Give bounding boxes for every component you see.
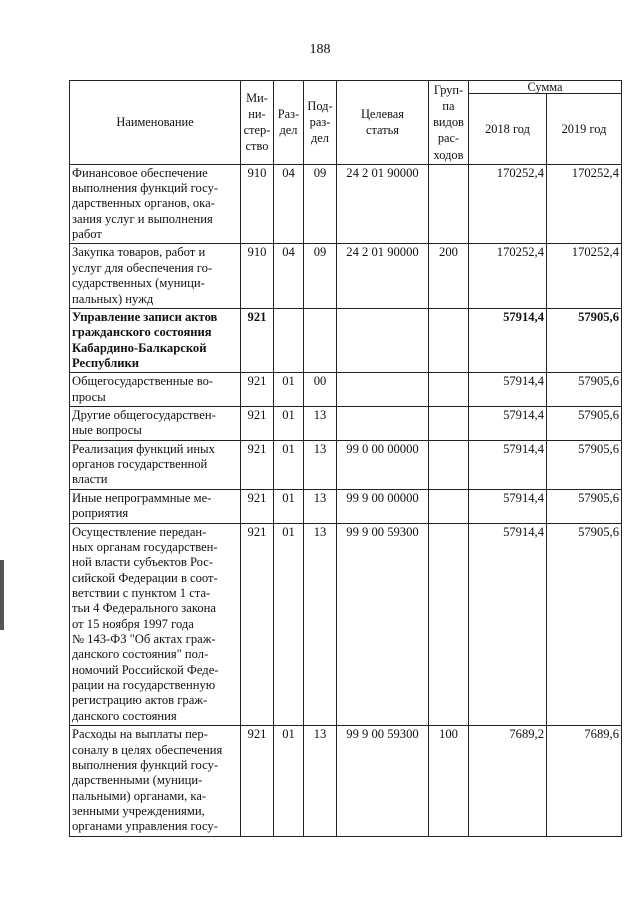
cell-sum-2018: 170252,4 [469, 164, 547, 244]
cell-sum-2019: 57905,6 [547, 407, 622, 441]
cell-section: 01 [274, 523, 304, 726]
cell-name: Закупка товаров, работ и услуг для обеспечения го- сударственных (муници- пальных) нужд [70, 244, 241, 308]
cell-group [429, 489, 469, 523]
budget-table [69, 80, 622, 837]
cell-ministry: 921 [241, 489, 274, 523]
cell-sum-2018: 57914,4 [469, 523, 547, 726]
header-section: Раз- дел [274, 81, 304, 165]
cell-sum-2019: 170252,4 [547, 244, 622, 308]
cell-subsection: 13 [304, 489, 337, 523]
cell-ministry: 910 [241, 164, 274, 244]
cell-section: 01 [274, 489, 304, 523]
cell-group [429, 523, 469, 726]
header-year-2018: 2018 год [469, 94, 547, 164]
header-name: Наименование [70, 81, 241, 165]
cell-target: 99 0 00 00000 [337, 440, 429, 489]
cell-target: 24 2 01 90000 [337, 164, 429, 244]
header-target: Целевая статья [337, 81, 429, 165]
cell-subsection: 09 [304, 244, 337, 308]
cell-section: 01 [274, 440, 304, 489]
cell-target [337, 407, 429, 441]
cell-sum-2018: 57914,4 [469, 440, 547, 489]
cell-group [429, 373, 469, 407]
cell-sum-2019: 57905,6 [547, 308, 622, 372]
cell-subsection: 00 [304, 373, 337, 407]
cell-sum-2019: 7689,6 [547, 726, 622, 837]
cell-section: 01 [274, 373, 304, 407]
cell-section: 01 [274, 407, 304, 441]
cell-name: Управление записи актов гражданского состояния Кабардино-Балкарской Республики [70, 308, 241, 372]
table-row [70, 407, 622, 441]
margin-mark [0, 560, 4, 630]
header-subsection: Под- раз- дел [304, 81, 337, 165]
cell-ministry: 921 [241, 440, 274, 489]
cell-ministry: 921 [241, 373, 274, 407]
table-row [70, 523, 622, 726]
cell-group: 200 [429, 244, 469, 308]
cell-subsection: 13 [304, 523, 337, 726]
cell-section: 01 [274, 726, 304, 837]
header-row [70, 81, 622, 94]
cell-name: Реализация функций иных органов государственной власти [70, 440, 241, 489]
cell-target: 99 9 00 00000 [337, 489, 429, 523]
table-row [70, 373, 622, 407]
cell-sum-2018: 57914,4 [469, 308, 547, 372]
cell-sum-2019: 57905,6 [547, 373, 622, 407]
cell-target: 99 9 00 59300 [337, 523, 429, 726]
cell-sum-2018: 57914,4 [469, 407, 547, 441]
table-row [70, 726, 622, 837]
cell-ministry: 921 [241, 407, 274, 441]
header-sum: Сумма [469, 81, 622, 94]
cell-section: 04 [274, 244, 304, 308]
cell-sum-2019: 170252,4 [547, 164, 622, 244]
cell-sum-2018: 7689,2 [469, 726, 547, 837]
cell-target: 24 2 01 90000 [337, 244, 429, 308]
table-row [70, 440, 622, 489]
cell-ministry: 921 [241, 523, 274, 726]
cell-name: Финансовое обеспечение выполнения функций госу- дарственных органов, ока- зания услуг и выполнения работ [70, 164, 241, 244]
table-row [70, 164, 622, 244]
cell-subsection: 13 [304, 726, 337, 837]
cell-section [274, 308, 304, 372]
cell-name: Общегосударственные во- просы [70, 373, 241, 407]
cell-group: 100 [429, 726, 469, 837]
header-year-2019: 2019 год [547, 94, 622, 164]
table-row [70, 244, 622, 308]
cell-sum-2019: 57905,6 [547, 523, 622, 726]
cell-subsection: 13 [304, 440, 337, 489]
table-row [70, 308, 622, 372]
header-group: Груп- па видов рас- ходов [429, 81, 469, 165]
cell-group [429, 164, 469, 244]
cell-target: 99 9 00 59300 [337, 726, 429, 837]
header-ministry: Ми- ни- стер- ство [241, 81, 274, 165]
cell-group [429, 440, 469, 489]
cell-target [337, 373, 429, 407]
cell-ministry: 921 [241, 308, 274, 372]
cell-subsection: 13 [304, 407, 337, 441]
cell-sum-2018: 57914,4 [469, 489, 547, 523]
cell-subsection [304, 308, 337, 372]
cell-sum-2018: 57914,4 [469, 373, 547, 407]
cell-target [337, 308, 429, 372]
cell-name: Другие общегосударствен- ные вопросы [70, 407, 241, 441]
cell-name: Расходы на выплаты пер- соналу в целях обеспечения выполнения функций госу- дарственными (муници- пальными) органами, ка- зенными учреждениями, органами управления госу- [70, 726, 241, 837]
cell-sum-2019: 57905,6 [547, 489, 622, 523]
cell-ministry: 910 [241, 244, 274, 308]
cell-ministry: 921 [241, 726, 274, 837]
cell-sum-2018: 170252,4 [469, 244, 547, 308]
cell-sum-2019: 57905,6 [547, 440, 622, 489]
cell-subsection: 09 [304, 164, 337, 244]
cell-section: 04 [274, 164, 304, 244]
table-row [70, 489, 622, 523]
cell-name: Осуществление передан- ных органам государствен- ной власти субъектов Рос- сийской Федерации в соот- ветствии с пунктом 1 ста- тьи 4 Федерального закона от 15 ноября 1997 года № 143-ФЗ "Об актах граж- данского состояния" пол- номочий Российской Феде- рации на государственную регистрацию актов граж- данского состояния [70, 523, 241, 726]
cell-group [429, 308, 469, 372]
cell-group [429, 407, 469, 441]
table-body [70, 164, 622, 836]
cell-name: Иные непрограммные ме- роприятия [70, 489, 241, 523]
page-number: 188 [309, 42, 331, 57]
